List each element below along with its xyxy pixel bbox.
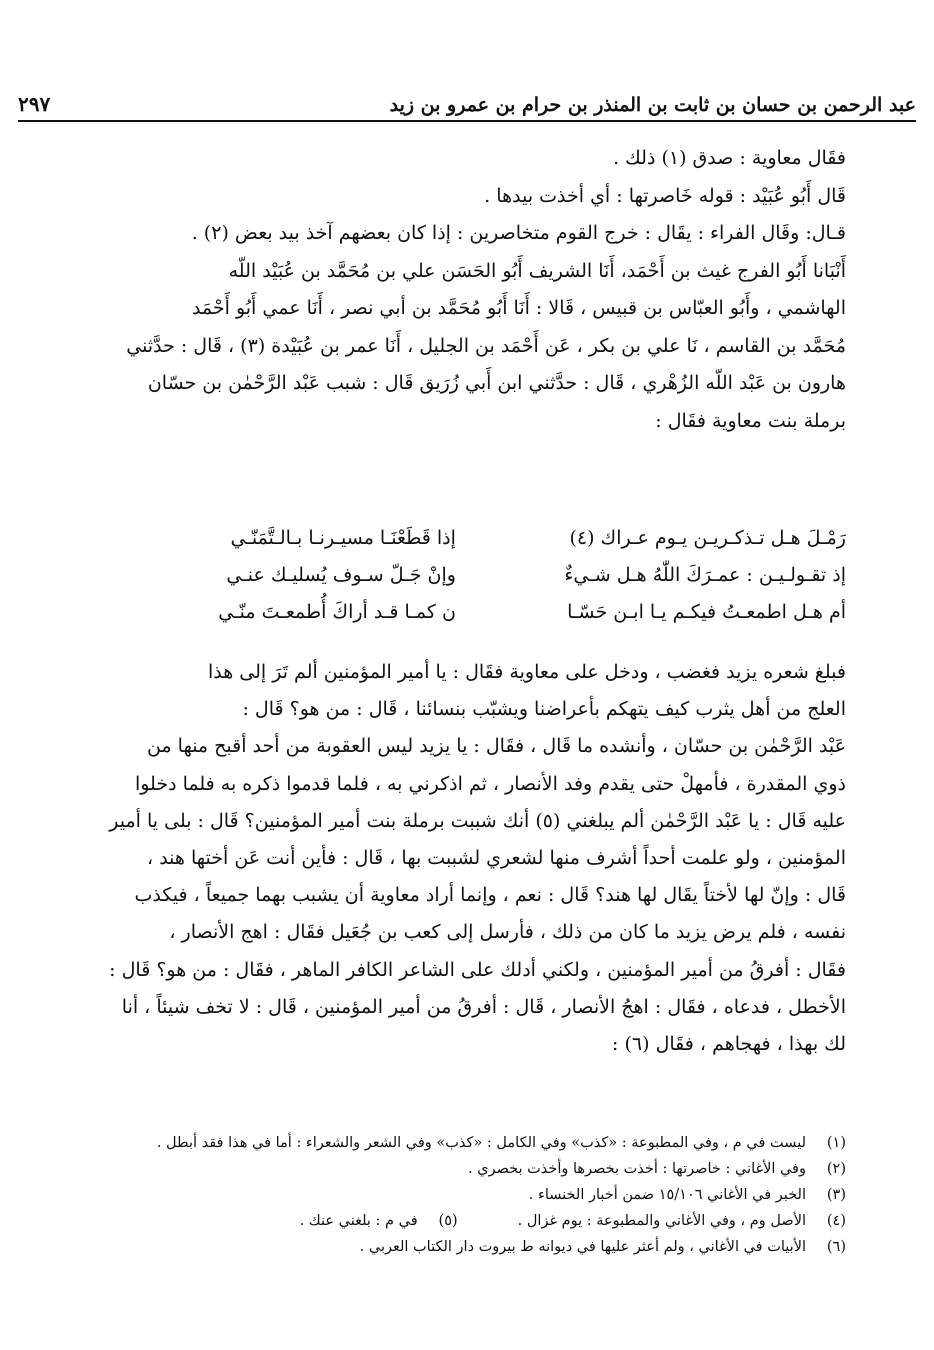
footnote-number: (٣) xyxy=(826,1187,846,1203)
verse-second-hemistich: إذا قَطَعْنَـا مسيـرنـا بـالـتَّمَنّـي xyxy=(230,527,456,549)
footnote-text: الخبر في الأغاني ١٥/١٠٦ ضمن أخبار الخنساء . xyxy=(528,1187,806,1203)
text-line: برملة بنت معاوية فقَال : xyxy=(655,409,846,432)
text-line: قَال : وإنّ لها لأختاً يقَال لها هند؟ قَال : نعم ، وإنما أراد معاوية أن يشبب بهما جميعاً ، فيكذب xyxy=(134,884,846,907)
text-line: الهاشمي ، وأَبُو العبّاس بن قبيس ، قَالا : أَنَا أَبُو مُحَمَّد بن أبي نصر ، أَنَا عمي أَبُو أَحْمَد xyxy=(191,297,846,319)
footnote-text: وفي الأغاني : خاصرتها : أخذت بخصرها وأخذت بخصري . xyxy=(468,1161,806,1177)
verse-first-hemistich: أم هـل اطمعـتُ فيكـم يـا ابـن حَسّـا xyxy=(567,601,846,623)
footnote-text: الأصل وم ، وفي الأغاني والمطبوعة : يوم غزال . xyxy=(517,1213,806,1229)
text-line: نفسه ، فلم يرض يزيد ما كان من ذلك ، فأرسل إلى كعب بن جُعَيل فقَال : اهج الأنصار ، xyxy=(169,921,846,944)
footnote-text: الأبيات في الأغاني ، ولم أعثر عليها في ديوانه ط بيروت دار الكتاب العربي . xyxy=(359,1239,806,1255)
poem-verses xyxy=(110,520,846,631)
footnote-number: (٦) xyxy=(826,1239,846,1255)
text-line: الأخطل ، فدعاه ، فقَال : اهجُ الأنصار ، قَال : أفرقُ من أمير المؤمنين ، قَال : لا تخف شيئاً ، أنا xyxy=(121,995,846,1018)
footnote xyxy=(90,1234,846,1260)
main-text xyxy=(22,140,846,440)
footnote xyxy=(90,1182,846,1208)
footnote-text: ليست في م ، وفي المطبوعة : «كذب» وفي الكامل : «كذب» وفي الشعر والشعراء : أما في هذا فقد أبطل . xyxy=(156,1135,806,1151)
text-line: فقَال : أفرقُ من أمير المؤمنين ، ولكني أدلك على الشاعر الكافر الماهر ، فقَال : من هو؟ قَال : xyxy=(109,958,846,981)
text-line: العلج من أهل يثرب كيف يتهكم بأعراضنا ويشبّب بنسائنا ، قَال : من هو؟ قَال : xyxy=(242,698,846,721)
verse-first-hemistich: إذ تقـولـيـن : عمـرَكَ اللّٰهُ هـل شـيءٌ xyxy=(564,564,846,586)
footnote-number: (١) xyxy=(826,1135,846,1151)
running-head: عبد الرحمن بن حسان بن ثابت بن المنذر بن حرام بن عمرو بن زيد xyxy=(389,94,916,116)
verse-row xyxy=(110,594,846,631)
footnote-number: (٤) xyxy=(826,1213,846,1229)
text-line: عليه قَال : يا عَبْد الرَّحْمٰن ألم يبلغني (٥) أنك شببت برملة بنت أمير المؤمنين؟ قَال : بلى يا أمير xyxy=(109,809,846,832)
footnote xyxy=(90,1130,846,1156)
footnote xyxy=(90,1156,846,1182)
footnote-text: في م : بلغني عنك . xyxy=(299,1213,418,1229)
page-header xyxy=(18,82,916,122)
footnotes xyxy=(90,1130,846,1260)
text-line: فبلغ شعره يزيد فغضب ، ودخل على معاوية فقَال : يا أمير المؤمنين ألم تَرَ إلى هذا xyxy=(207,661,846,683)
verse-first-hemistich: رَمْـلَ هـل تـذكـريـن يـوم عـراك (٤) xyxy=(569,527,846,549)
text-line: هارون بن عَبْد اللّه الزُهْري ، قَال : حدَّثني ابن أَبي زُرَيق قَال : شبب عَبْد الرَّحْمٰن بن حسّان xyxy=(147,372,846,394)
text-line: مُحَمَّد بن القاسم ، نَا علي بن بكر ، عَن أَحْمَد بن الجليل ، أَنَا عمر بن عُبَيْدة (٣) ، قَال : حدَّثني xyxy=(126,334,846,357)
text-line: قَال أَبُو عُبَيْد : قوله خَاصرتها : أي أخذت بيدها . xyxy=(484,184,846,207)
verse-second-hemistich: وإنْ جَـلّ سـوف يُسليـك عنـي xyxy=(226,564,456,586)
text-line: المؤمنين ، ولو علمت أحداً أشرف منها لشعري لشببت بها ، قَال : فأين أنت عَن أختها هند ، xyxy=(147,847,846,870)
verse-row xyxy=(110,557,846,594)
text-line: ذوي المقدرة ، فأمهلْ حتى يقدم وفد الأنصار ، ثم اذكرني به ، فلما قدموا ذكره به فلما دخلوا xyxy=(134,772,846,795)
text-line: قـال: وقَال الفراء : يقَال : خرج القوم متخاصرين : إذا كان بعضهم آخذ بيد بعض (٢) . xyxy=(191,222,846,244)
footnote-number: (٥) xyxy=(438,1213,458,1229)
footnote-number: (٢) xyxy=(826,1161,846,1177)
verse-second-hemistich: ن كمـا قـد أراكَ أُطمعـتَ منّـي xyxy=(218,601,456,623)
text-line: أَنْبَانا أَبُو الفرج غيث بن أَحْمَد، أَنَا الشريف أَبُو الحَسَن علي بن مُحَمَّد بن عُبَيْد اللّه xyxy=(228,259,846,282)
text-line: فقَال معاوية : صدق (١) ذلك . xyxy=(613,147,846,169)
main-text-continued xyxy=(22,654,846,1063)
page-number: ٢٩٧ xyxy=(18,92,51,116)
footnote xyxy=(90,1208,846,1234)
verse-row xyxy=(110,520,846,557)
text-line: عَبْد الرَّحْمٰن بن حسّان ، وأنشده ما قَال ، فقَال : يا يزيد ليس العقوبة من أحد أقبح منها من xyxy=(146,735,846,758)
text-line: لك بهذا ، فهجاهم ، فقَال (٦) : xyxy=(612,1033,846,1056)
